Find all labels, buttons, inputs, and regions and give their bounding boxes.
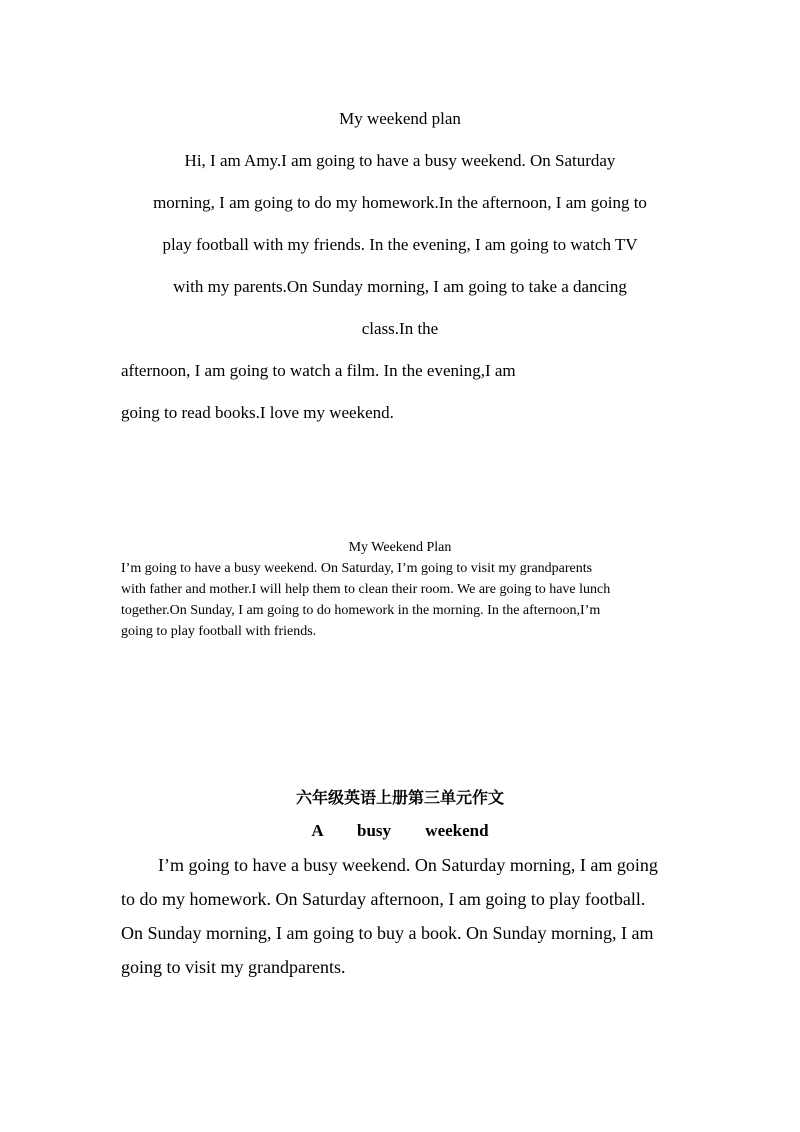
essay2-line-4: going to play football with friends. bbox=[121, 624, 317, 639]
essay3-subtitle: A busy weekend bbox=[311, 821, 489, 840]
essay1-line-3: play football with my friends. In the evening, I am going to watch TV bbox=[162, 235, 638, 254]
essay3-line-3: On Sunday morning, I am going to buy a book. On Sunday morning, I am bbox=[121, 923, 654, 943]
essay1-line-4: with my parents.On Sunday morning, I am going to take a dancing bbox=[173, 277, 627, 296]
essay1-title: My weekend plan bbox=[339, 109, 461, 128]
essay2-title: My Weekend Plan bbox=[348, 540, 452, 555]
essay3-line-2: to do my homework. On Saturday afternoon, I am going to play football. bbox=[121, 889, 646, 909]
essay3-line-4: going to visit my grandparents. bbox=[121, 957, 346, 977]
essay3-heading: 六年级英语上册第三单元作文 bbox=[295, 788, 504, 807]
essay1-line-5: class.In the bbox=[361, 319, 439, 338]
essay3-line-1: I’m going to have a busy weekend. On Saturday morning, I am going bbox=[158, 855, 658, 875]
essay1-line-6: afternoon, I am going to watch a film. In the evening,I am bbox=[121, 361, 516, 380]
essay1-line-2: morning, I am going to do my homework.In the afternoon, I am going to bbox=[153, 193, 647, 212]
essay2-line-3: together.On Sunday, I am going to do homework in the morning. In the afternoon,I’m bbox=[121, 603, 601, 618]
essay1-line-1: Hi, I am Amy.I am going to have a busy weekend. On Saturday bbox=[184, 151, 616, 170]
essay2-line-1: I’m going to have a busy weekend. On Saturday, I’m going to visit my grandparents bbox=[121, 561, 593, 576]
essay2-line-2: with father and mother.I will help them to clean their room. We are going to have lunch bbox=[121, 582, 611, 597]
essay1-line-7: going to read books.I love my weekend. bbox=[121, 403, 394, 422]
